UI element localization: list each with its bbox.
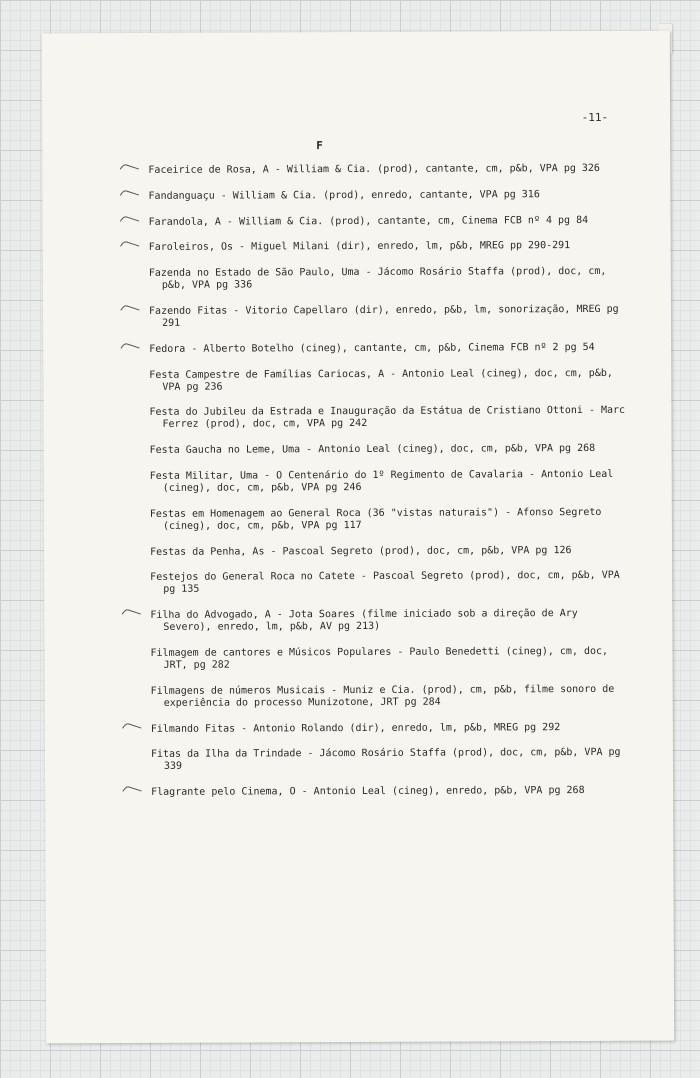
entry-text: Faceirice de Rosa, A - William & Cia. (prod), cantante, cm, p&b, VPA pg 326 xyxy=(148,162,600,176)
list-item xyxy=(149,266,629,292)
list-item xyxy=(150,646,630,672)
list-item xyxy=(150,608,630,634)
list-item xyxy=(150,443,630,457)
list-item xyxy=(150,544,630,558)
entry-text: Faroleiros, Os - Miguel Milani (dir), enredo, lm, p&b, MREG pp 290-291 xyxy=(148,240,571,254)
entry-text: Fazendo Fitas - Vitorio Capellaro (dir), enredo, p&b, lm, sonorização, MREG pg 291 xyxy=(148,303,619,329)
entry-text: Flagrante pelo Cinema, O - Antonio Leal (cineg), enredo, p&b, VPA pg 268 xyxy=(151,785,585,799)
entry-text: Fedora - Alberto Botelho (cineg), cantante, cm, p&b, Cinema FCB nº 2 pg 54 xyxy=(149,341,595,355)
list-item xyxy=(149,214,629,228)
entry-text: Festas da Penha, As - Pascoal Segreto (prod), doc, cm, p&b, VPA pg 126 xyxy=(150,544,572,558)
entry-text: Filmagens de números Musicais - Muniz e Cia. (prod), cm, p&b, filme sonoro de experiência do processo Munizotone, JRT pg 284 xyxy=(150,683,615,709)
entry-text: Filha do Advogado, A - Jota Soares (filme iniciado sob a direção de Ary Severo), enredo, lm, p&b, AV pg 213) xyxy=(150,608,578,634)
pencil-check-mark-icon xyxy=(121,785,143,793)
list-item xyxy=(151,785,631,799)
entry-text: Festa Militar, Uma - O Centenário do 1º Regimento de Cavalaria - Antonio Leal (cineg), doc, cm, p&b, VPA pg 246 xyxy=(149,468,614,494)
list-item xyxy=(150,507,630,533)
pencil-check-mark-icon xyxy=(119,304,141,312)
pencil-check-mark-icon xyxy=(118,189,140,197)
entry-text: Festa Campestre de Famílias Cariocas, A - Antonio Leal (cineg), doc, cm, p&b, VPA pg 236 xyxy=(149,367,613,393)
pencil-check-mark-icon xyxy=(119,215,141,223)
entry-text: Fazenda no Estado de São Paulo, Uma - Jácomo Rosário Staffa (prod), doc, cm, p&b, VPA pg 336 xyxy=(148,266,607,292)
pencil-check-mark-icon xyxy=(119,342,141,350)
pencil-check-mark-icon xyxy=(119,240,141,248)
pencil-check-mark-icon xyxy=(120,608,142,616)
list-item xyxy=(149,240,629,254)
list-item xyxy=(149,405,629,431)
list-item xyxy=(149,304,629,330)
list-item xyxy=(149,367,629,393)
entry-text: Festa Gaucha no Leme, Uma - Antonio Leal (cineg), doc, cm, p&b, VPA pg 268 xyxy=(149,443,596,457)
entry-text: Fitas da Ilha da Trindade - Jácomo Rosário Staffa (prod), doc, cm, p&b, VPA pg 339 xyxy=(150,747,621,773)
pencil-check-mark-icon xyxy=(121,721,143,729)
page-number: -11- xyxy=(581,110,609,125)
pencil-check-mark-icon xyxy=(118,163,140,171)
list-item xyxy=(151,721,631,735)
list-item xyxy=(151,747,631,773)
entry-text: Filmando Fitas - Antonio Rolando (dir), enredo, lm, p&b, MREG pg 292 xyxy=(150,721,561,735)
list-item xyxy=(148,189,628,203)
document-page xyxy=(42,31,674,1044)
entry-text: Farandola, A - William & Cia. (prod), cantante, cm, Cinema FCB nº 4 pg 84 xyxy=(148,214,589,228)
filmography-list xyxy=(148,163,631,813)
entry-text: Festejos do General Roca no Catete - Pascoal Segreto (prod), doc, cm, p&b, VPA pg 135 xyxy=(150,570,620,596)
list-item xyxy=(150,570,630,596)
list-item xyxy=(150,469,630,495)
section-heading: F xyxy=(316,139,323,153)
entry-text: Filmagem de cantores e Músicos Populares - Paulo Benedetti (cineg), cm, doc, JRT, pg 282 xyxy=(150,645,609,671)
list-item xyxy=(149,342,629,356)
entry-text: Festa do Jubileu da Estrada e Inauguração da Estátua de Cristiano Ottoni - Marc Ferrez (prod), doc, cm, VPA pg 242 xyxy=(149,405,626,431)
entry-text: Fandanguaçu - William & Cia. (prod), enredo, cantante, VPA pg 316 xyxy=(148,189,540,202)
list-item xyxy=(151,684,631,710)
list-item xyxy=(148,163,628,177)
entry-text: Festas em Homenagem ao General Roca (36 "vistas naturais") - Afonso Segreto (cineg), doc, cm, p&b, VPA pg 117 xyxy=(149,506,602,532)
